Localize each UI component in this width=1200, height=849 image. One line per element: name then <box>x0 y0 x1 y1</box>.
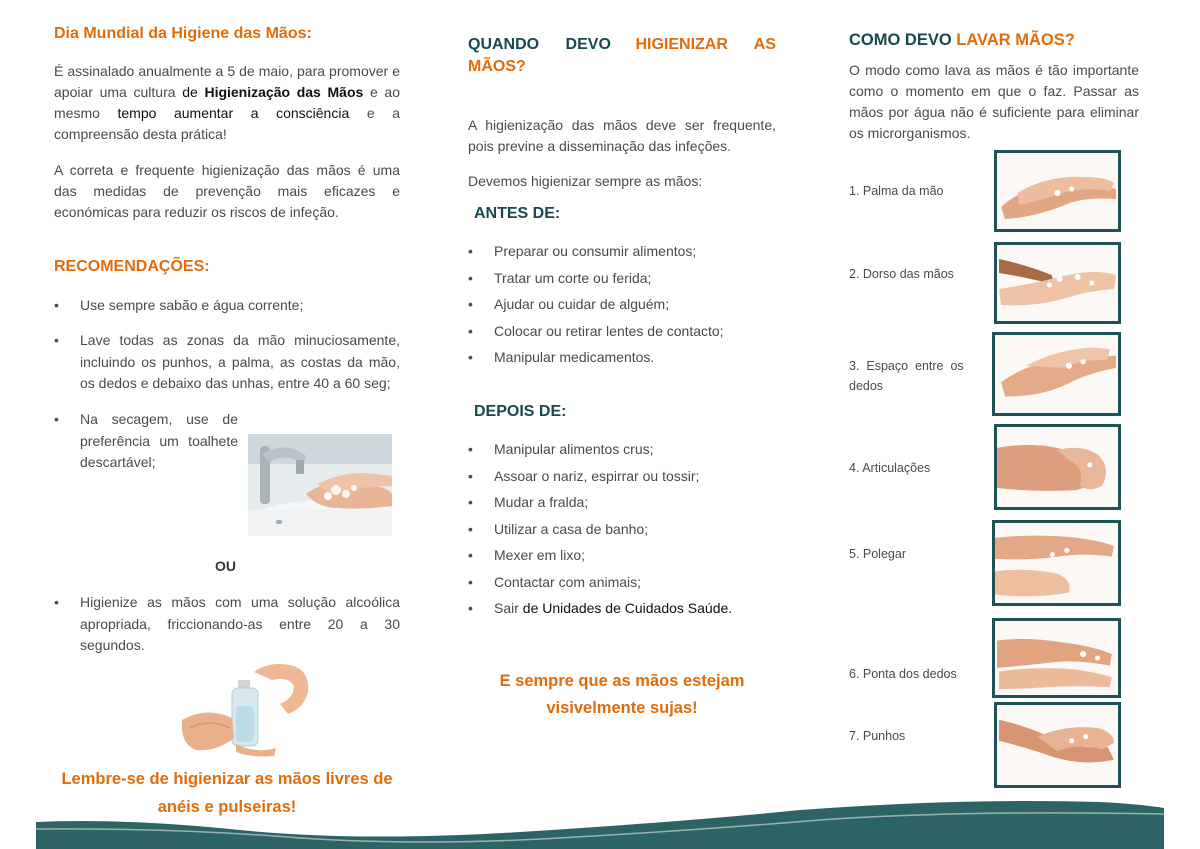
bullet: • <box>54 594 59 610</box>
how-title-part1: COMO DEVO <box>849 31 957 49</box>
bullet: • <box>468 467 473 484</box>
step-image-palm <box>994 150 1121 232</box>
bullet: • <box>468 269 473 286</box>
when-title-part1: QUANDO DEVO <box>468 36 611 53</box>
closing-line-1: E sempre que as mãos estejam <box>499 672 745 690</box>
intro-paragraph <box>54 61 400 145</box>
closing-line-2: visivelmente sujas! <box>546 699 698 717</box>
bullet: • <box>54 297 59 313</box>
list-item-text-start: Sair <box>494 600 523 616</box>
list-item <box>468 294 776 321</box>
recommendation-text: Higienize as mãos com uma solução alcoólica apropriada, friccionando-as entre 20 a 30 segundos. <box>80 594 400 653</box>
step-label: 6. Ponta dos dedos <box>849 667 957 681</box>
list-item-text: Mudar a fralda; <box>494 494 589 510</box>
step-label <box>849 356 982 396</box>
recommendation-item <box>54 409 240 475</box>
decorative-wave <box>0 780 1200 849</box>
closing-note <box>468 668 776 722</box>
list-item <box>468 347 776 374</box>
list-item <box>468 321 776 348</box>
list-item-text: Preparar ou consumir alimentos; <box>494 243 697 259</box>
step-label-line2: dedos <box>849 379 884 393</box>
step-image-knuckles <box>994 424 1121 510</box>
world-day-title: Dia Mundial da Higiene das Mãos: <box>54 25 312 42</box>
intro-text-6: e a compreensão desta prática! <box>54 105 400 142</box>
bullet: • <box>468 573 473 590</box>
bullet: • <box>54 411 59 427</box>
recommendation-text: Lave todas as zonas da mão minuciosamente, incluindo os punhos, a palma, as costas da mão, os dedos e debaixo das unhas, entre 40 a 60 seg; <box>80 332 400 391</box>
list-item-text: Utilizar a casa de banho; <box>494 520 649 537</box>
how-intro: O modo como lava as mãos é tão importante como o momento em que o faz. Passar as mãos por água não é suficiente para eliminar os microrganismos. <box>849 62 1139 141</box>
list-item-text: Manipular alimentos crus; <box>494 441 654 457</box>
list-item <box>468 241 776 268</box>
intro-highlight: Higienização das Mãos <box>204 84 364 100</box>
list-item-text-dark: de Unidades de Cuidados Saúde. <box>522 600 733 616</box>
intro-text-1: É assinalado anualmente a 5 de maio, para promover e apoiar uma cultura <box>54 63 400 100</box>
list-item-text <box>494 598 732 618</box>
after-list <box>468 439 776 625</box>
reminder-line-2: anéis e pulseiras! <box>157 798 297 816</box>
list-item <box>468 572 776 599</box>
bullet: • <box>468 349 473 365</box>
bullet: • <box>468 322 473 339</box>
always-text: Devemos higienizar sempre as mãos: <box>468 173 703 189</box>
bullet: • <box>468 441 473 457</box>
step-image-thumb <box>992 520 1121 606</box>
before-title: ANTES DE: <box>474 205 561 222</box>
list-item-text: Contactar com animais; <box>494 573 642 590</box>
list-item-text: Colocar ou retirar lentes de contacto; <box>494 322 724 339</box>
recommendation-item <box>54 295 400 317</box>
recommendations-title: RECOMENDAÇÕES: <box>54 258 210 275</box>
list-item <box>468 519 776 546</box>
list-item <box>468 466 776 493</box>
after-title: DEPOIS DE: <box>474 403 567 420</box>
list-item-text: Ajudar ou cuidar de alguém; <box>494 296 670 312</box>
hand-sanitizer-image <box>176 658 310 758</box>
list-item-text: Mexer em lixo; <box>494 547 586 563</box>
intro-text-2: de <box>182 84 205 100</box>
bullet: • <box>468 547 473 563</box>
bullet: • <box>468 243 473 259</box>
intro-text-4: e ao mesmo <box>54 84 401 121</box>
step-label: 4. Articulações <box>849 461 931 475</box>
list-item <box>468 598 776 625</box>
list-item <box>468 492 776 519</box>
step-label: 1. Palma da mão <box>849 184 944 198</box>
step-label: 5. Polegar <box>849 547 906 561</box>
recommendation-text: Na secagem, use de preferência um toalhete descartável; <box>80 411 238 470</box>
step-label: 2. Dorso das mãos <box>849 267 954 281</box>
before-list <box>468 241 776 374</box>
step-image-fingertips <box>992 618 1121 698</box>
list-item <box>468 545 776 572</box>
list-item <box>468 268 776 295</box>
reminder-line-1: Lembre-se de higienizar as mãos livres de <box>61 770 393 788</box>
bullet: • <box>468 296 473 312</box>
list-item-text: Tratar um corte ou ferida; <box>494 269 652 286</box>
how-title-part2: LAVAR MÃOS? <box>956 31 1075 49</box>
bullet: • <box>54 332 59 348</box>
when-intro: A higienização das mãos deve ser frequente, pois previne a disseminação das infeções. <box>468 117 776 154</box>
bullet: • <box>468 494 473 510</box>
when-title <box>468 34 776 78</box>
bullet: • <box>468 600 473 616</box>
recommendation-item <box>54 592 400 658</box>
list-item <box>468 439 776 466</box>
how-title <box>849 31 1075 50</box>
or-separator: OU <box>215 558 236 574</box>
when-title-part3: MÃOS? <box>468 58 526 75</box>
step-label: 7. Punhos <box>849 729 906 743</box>
when-title-part2: HIGIENIZAR AS <box>635 36 776 53</box>
step-image-wrists <box>994 702 1121 788</box>
step-image-between-fingers <box>992 332 1121 416</box>
intro-text-5: tempo aumentar a consciência <box>117 105 350 121</box>
list-item-text: Assoar o nariz, espirrar ou tossir; <box>494 467 700 484</box>
list-item-text: Manipular medicamentos. <box>494 349 655 365</box>
prevention-paragraph: A correta e frequente higienização das mãos é uma das medidas de prevenção mais eficazes e económicas para reduzir os riscos de infeção. <box>54 162 400 220</box>
step-label-line1: 3. Espaço entre os <box>849 359 964 373</box>
recommendation-item <box>54 330 400 396</box>
recommendation-text: Use sempre sabão e água corrente; <box>80 297 304 313</box>
faucet-handwash-image <box>248 434 392 536</box>
step-image-back <box>994 242 1121 324</box>
bullet: • <box>468 520 473 537</box>
